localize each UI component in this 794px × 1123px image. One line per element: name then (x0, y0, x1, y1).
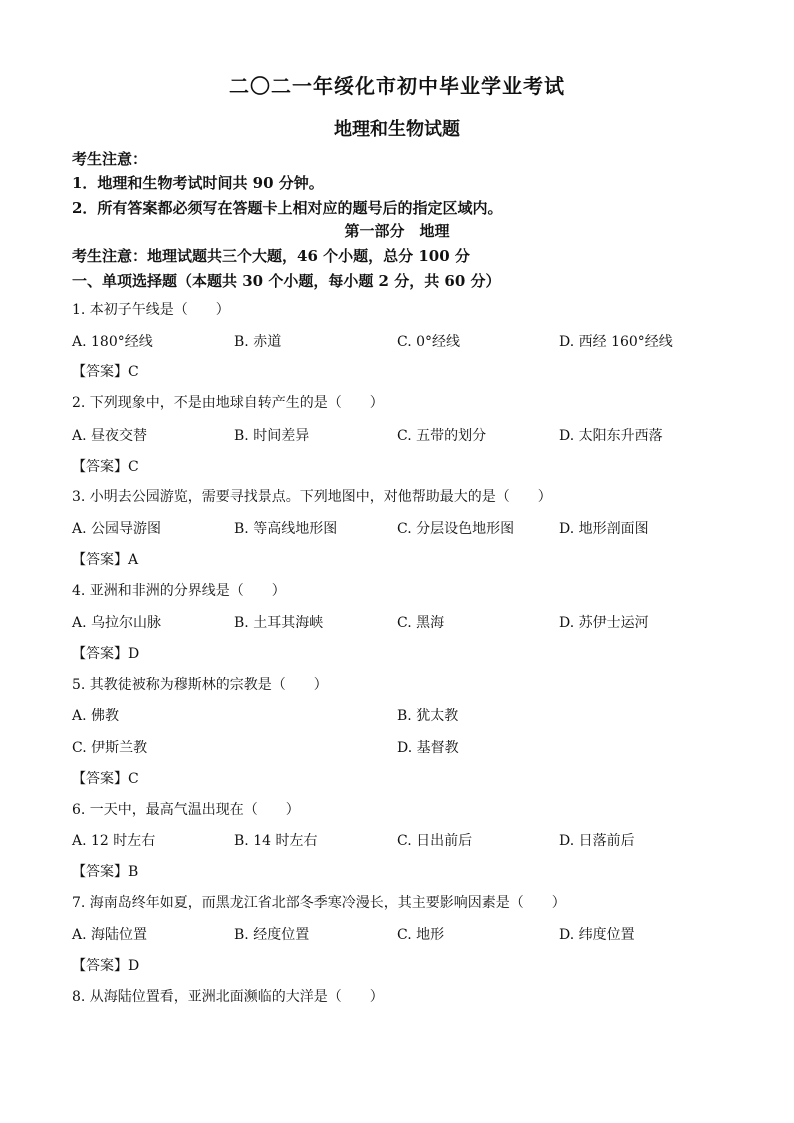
answer-value: D (128, 646, 140, 662)
option-c: C. 黑海 (397, 615, 445, 631)
answer-line (72, 768, 139, 788)
option-a: A. 昼夜交替 (72, 428, 148, 444)
option-b: B. 14 时左右 (234, 833, 318, 849)
answer-label: 【答案】 (72, 958, 128, 974)
option-a: A. 乌拉尔山脉 (72, 615, 162, 631)
answer-label: 【答案】 (72, 864, 128, 880)
option-d: D. 太阳东升西落 (559, 428, 663, 444)
option-b: B. 时间差异 (234, 428, 310, 444)
question-stem: 3. 小明去公园游览，需要寻找景点。下列地图中，对他帮助最大的是（ ） (72, 489, 552, 505)
option-c: C. 分层设色地形图 (397, 521, 515, 537)
option-d: D. 西经 160°经线 (559, 334, 673, 350)
option-d: D. 日落前后 (559, 833, 635, 849)
part-notice: 考生注意：地理试题共三个大题，46 个小题，总分 100 分 (72, 247, 470, 265)
option-a: A. 海陆位置 (72, 927, 148, 943)
answer-line (72, 549, 138, 569)
option-d: D. 基督教 (397, 740, 459, 756)
option-a: A. 12 时左右 (72, 833, 156, 849)
exam-subtitle: 地理和生物试题 (334, 119, 460, 140)
option-a: A. 180°经线 (72, 334, 153, 350)
answer-label: 【答案】 (72, 459, 128, 475)
answer-line (72, 955, 139, 975)
question-stem: 5. 其教徒被称为穆斯林的宗教是（ ） (72, 677, 328, 693)
answer-label: 【答案】 (72, 552, 128, 568)
option-b: B. 赤道 (234, 334, 282, 350)
option-d: D. 地形剖面图 (559, 521, 649, 537)
option-d: D. 纬度位置 (559, 927, 635, 943)
notice-item-1: 1．地理和生物考试时间共 90 分钟。 (72, 174, 324, 192)
option-b: B. 土耳其海峡 (234, 615, 324, 631)
option-c: C. 五带的划分 (397, 428, 487, 444)
question-stem: 6. 一天中，最高气温出现在（ ） (72, 802, 300, 818)
section-heading: 一、单项选择题（本题共 30 个小题，每小题 2 分，共 60 分） (72, 272, 501, 290)
option-d: D. 苏伊士运河 (559, 615, 649, 631)
answer-line (72, 361, 139, 381)
question-stem: 8. 从海陆位置看，亚洲北面濒临的大洋是（ ） (72, 989, 384, 1005)
option-c: C. 地形 (397, 927, 445, 943)
option-b: B. 经度位置 (234, 927, 310, 943)
exam-title: 二〇二一年绥化市初中毕业学业考试 (229, 74, 565, 98)
answer-label: 【答案】 (72, 646, 128, 662)
answer-value: B (128, 864, 139, 880)
answer-line (72, 861, 138, 881)
answer-line (72, 643, 139, 663)
answer-value: C (128, 771, 139, 787)
answer-value: D (128, 958, 140, 974)
question-stem: 1. 本初子午线是（ ） (72, 302, 230, 318)
option-b: B. 等高线地形图 (234, 521, 338, 537)
option-a: A. 公园导游图 (72, 521, 162, 537)
answer-line (72, 456, 139, 476)
option-c: C. 伊斯兰教 (72, 740, 148, 756)
answer-value: C (128, 459, 139, 475)
answer-label: 【答案】 (72, 771, 128, 787)
question-stem: 2. 下列现象中，不是由地球自转产生的是（ ） (72, 395, 384, 411)
part-title: 第一部分 地理 (344, 222, 450, 240)
answer-value: C (128, 364, 139, 380)
notice-heading: 考生注意： (72, 150, 148, 168)
option-c: C. 日出前后 (397, 833, 473, 849)
option-b: B. 犹太教 (397, 708, 459, 724)
option-c: C. 0°经线 (397, 334, 461, 350)
question-stem: 7. 海南岛终年如夏，而黑龙江省北部冬季寒冷漫长，其主要影响因素是（ ） (72, 895, 566, 911)
question-stem: 4. 亚洲和非洲的分界线是（ ） (72, 583, 286, 599)
answer-label: 【答案】 (72, 364, 128, 380)
option-a: A. 佛教 (72, 708, 120, 724)
answer-value: A (128, 552, 139, 568)
notice-item-2: 2．所有答案都必须写在答题卡上相对应的题号后的指定区域内。 (72, 199, 503, 217)
